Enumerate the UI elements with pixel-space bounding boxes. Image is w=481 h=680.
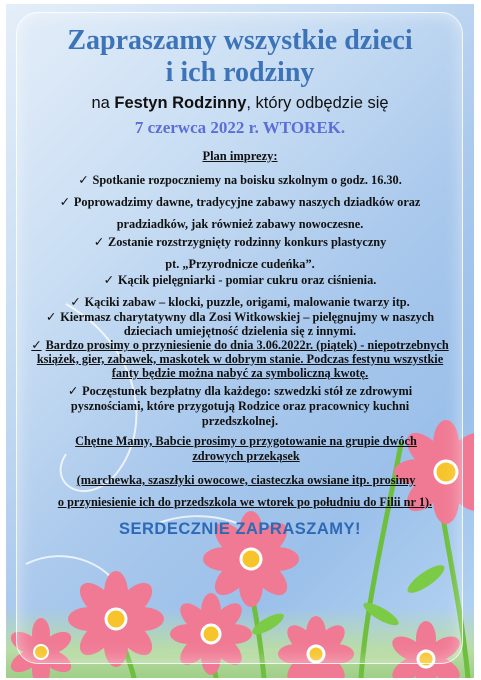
plan-item-refreshments — [36, 384, 444, 429]
request-details-2: o przyniesienie ich do przedszkola we wtorek po południu do Filii nr 1). — [57, 495, 433, 509]
event-date: 7 czerwca 2022 r. WTOREK. — [134, 118, 346, 137]
plan-item-charity — [26, 310, 454, 338]
plan-item-text: pysznościami, które przygotują Rodzice oraz pracownicy kuchni — [70, 399, 410, 413]
plan-item-text: Bardzo prosimy o przyniesienie do dnia 3.06.2022r. (piątek) - niepotrzebnych — [45, 338, 449, 352]
plan-item-text: Kącik pielęgniarki - pomiar cukru oraz ciśnienia. — [117, 273, 377, 287]
request-text — [46, 434, 446, 464]
plan-item-text: Zostanie rozstrzygnięty rodzinny konkurs plastyczny — [108, 235, 387, 249]
closing-invitation: SERDECZNIE ZAPRASZAMY! — [118, 520, 361, 538]
request-details-1: (marchewka, szaszłyki owocowe, ciasteczka owsiane itp. prosimy — [76, 473, 416, 487]
title-line-2: i ich rodziny — [165, 57, 315, 88]
invite-prefix: na — [91, 94, 115, 112]
request-line-1: Chętne Mamy, Babcie prosimy o przygotowanie na grupie dwóch — [75, 434, 417, 448]
title-line-1: Zapraszamy wszystkie dzieci — [67, 25, 413, 56]
check-icon: ✓ — [31, 338, 42, 352]
plan-item-games — [36, 194, 444, 232]
plan-item-nurse — [36, 272, 444, 288]
plan-item-text: Kąciki zabaw – klocki, puzzle, origami, malowanie twarzy itp. — [84, 295, 410, 309]
plan-item-text: książek, gier, zabawek, maskotek w dobrym stanie. Podczas festynu wszystkie — [36, 352, 444, 366]
plan-item-text: Poczęstunek bezpłatny dla każdego: szwedzki stół ze zdrowymi — [82, 384, 413, 398]
plan-item-text: Poprowadzimy dawne, tradycyjne zabawy naszych dziadków oraz — [73, 195, 421, 209]
event-name: Festyn Rodzinny — [114, 94, 247, 112]
plan-item-play-corners — [26, 294, 454, 310]
plan-item-text: Kiermasz charytatywny dla Zosi Witkowskiej – pielęgnujmy w naszych — [60, 310, 435, 324]
check-icon: ✓ — [93, 235, 104, 249]
check-icon: ✓ — [103, 273, 114, 287]
check-icon: ✓ — [59, 195, 70, 209]
check-icon: ✓ — [67, 384, 79, 398]
check-icon: ✓ — [70, 295, 81, 309]
check-icon: ✓ — [45, 310, 57, 324]
plan-title: Plan imprezy: — [202, 149, 278, 163]
plan-item-text: dzieciach umiejętność dzielenia się z innymi. — [123, 324, 357, 338]
plan-item-donations — [8, 338, 472, 380]
plan-item-text: przedszkolnej. — [201, 414, 279, 428]
plan-item-contest — [36, 234, 444, 272]
plan-item-start — [46, 172, 434, 188]
plan-item-text: pt. „Przyrodnicze cudeńka”. — [165, 257, 315, 271]
poster-content — [6, 4, 474, 678]
invite-suffix: , który odbędzie się — [246, 94, 389, 112]
plan-item-text: fanty będzie można nabyć za symboliczną kwotę. — [111, 366, 369, 380]
request-line-2: zdrowych przekąsek — [192, 449, 300, 463]
plan-item-text: pradziadków, jak również zabawy nowoczesne. — [116, 217, 364, 231]
invite-line — [6, 94, 474, 113]
check-icon: ✓ — [78, 173, 89, 187]
plan-item-text: Spotkanie rozpoczniemy na boisku szkolnym o godz. 16.30. — [92, 173, 402, 187]
poster — [6, 4, 474, 678]
